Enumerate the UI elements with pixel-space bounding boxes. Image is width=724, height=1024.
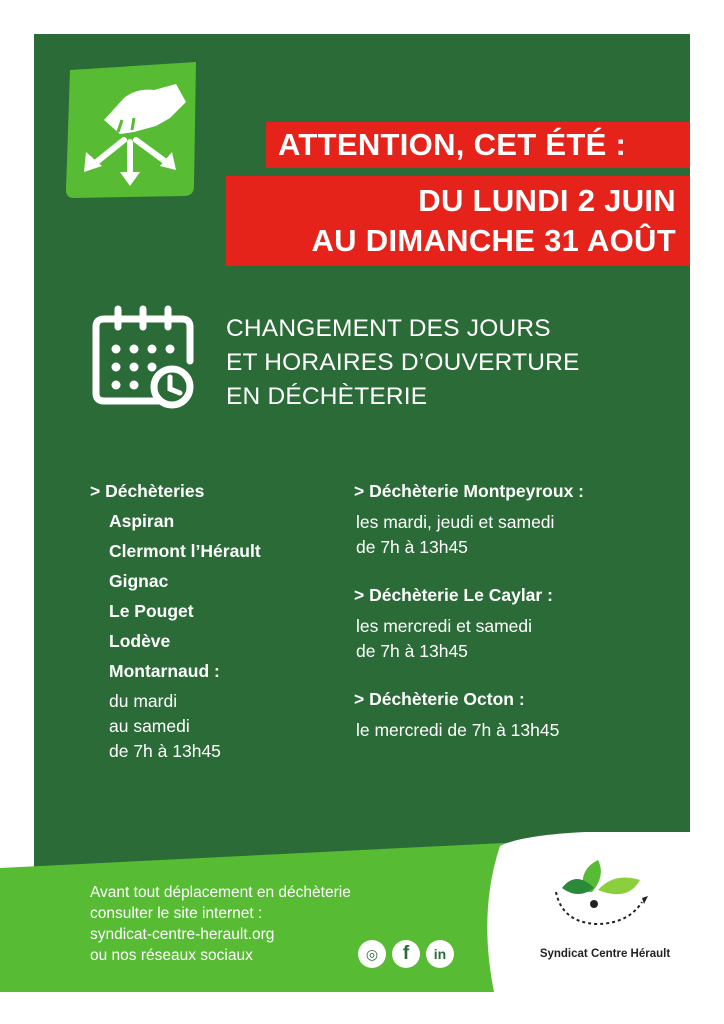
left-hours-line-2: au samedi — [109, 716, 190, 736]
section-montpeyroux — [354, 476, 684, 560]
footer-website-link[interactable]: syndicat-centre-herault.org — [90, 926, 275, 943]
date-end-text: AU DIMANCHE 31 AOÛT — [311, 223, 676, 258]
footer-text — [90, 882, 351, 966]
site-aspiran: Aspiran — [109, 511, 175, 531]
site-le-pouget: Le Pouget — [109, 601, 194, 621]
linkedin-icon[interactable]: in — [426, 940, 454, 968]
left-column-title: > Déchèteries — [90, 481, 205, 501]
section-line: de 7h à 13h45 — [356, 537, 468, 557]
right-schedule-column — [354, 476, 684, 763]
footer-line-2: consulter le site internet : — [90, 905, 263, 922]
calendar-clock-icon — [90, 305, 198, 413]
attention-text: ATTENTION, CET ÉTÉ : — [278, 127, 627, 162]
date-start-text: DU LUNDI 2 JUIN — [418, 183, 676, 218]
site-montarnaud: Montarnaud : — [109, 661, 220, 681]
headline-line-3: EN DÉCHÈTERIE — [226, 383, 428, 410]
headline-line-1: CHANGEMENT DES JOURS — [226, 315, 551, 342]
left-schedule-column — [90, 476, 340, 764]
footer-line-1: Avant tout déplacement en déchèterie — [90, 884, 351, 901]
facebook-icon[interactable]: f — [392, 940, 420, 968]
date-range-banner — [226, 176, 690, 266]
left-hours-line-3: de 7h à 13h45 — [109, 741, 221, 761]
section-octon — [354, 684, 684, 743]
site-gignac: Gignac — [109, 571, 169, 591]
headline — [226, 312, 580, 414]
footer-line-4: ou nos réseaux sociaux — [90, 947, 253, 964]
section-line: les mardi, jeudi et samedi — [356, 512, 555, 532]
section-line: de 7h à 13h45 — [356, 641, 468, 661]
recycling-hand-logo-icon — [64, 62, 200, 198]
section-title: > Déchèterie Le Caylar : — [354, 585, 553, 605]
section-line: les mercredi et samedi — [356, 616, 533, 636]
site-clermont: Clermont l’Hérault — [109, 541, 261, 561]
headline-line-2: ET HORAIRES D’OUVERTURE — [226, 349, 580, 376]
section-le-caylar — [354, 580, 684, 664]
section-title: > Déchèterie Octon : — [354, 689, 525, 709]
organization-name: Syndicat Centre Hérault — [539, 948, 671, 960]
attention-banner — [266, 122, 690, 168]
syndicat-centre-herault-logo-icon — [548, 852, 668, 932]
section-line: le mercredi de 7h à 13h45 — [356, 720, 560, 740]
left-hours-line-1: du mardi — [109, 691, 178, 711]
section-title: > Déchèterie Montpeyroux : — [354, 481, 584, 501]
site-lodeve: Lodève — [109, 631, 171, 651]
instagram-icon[interactable]: ◎ — [358, 940, 386, 968]
